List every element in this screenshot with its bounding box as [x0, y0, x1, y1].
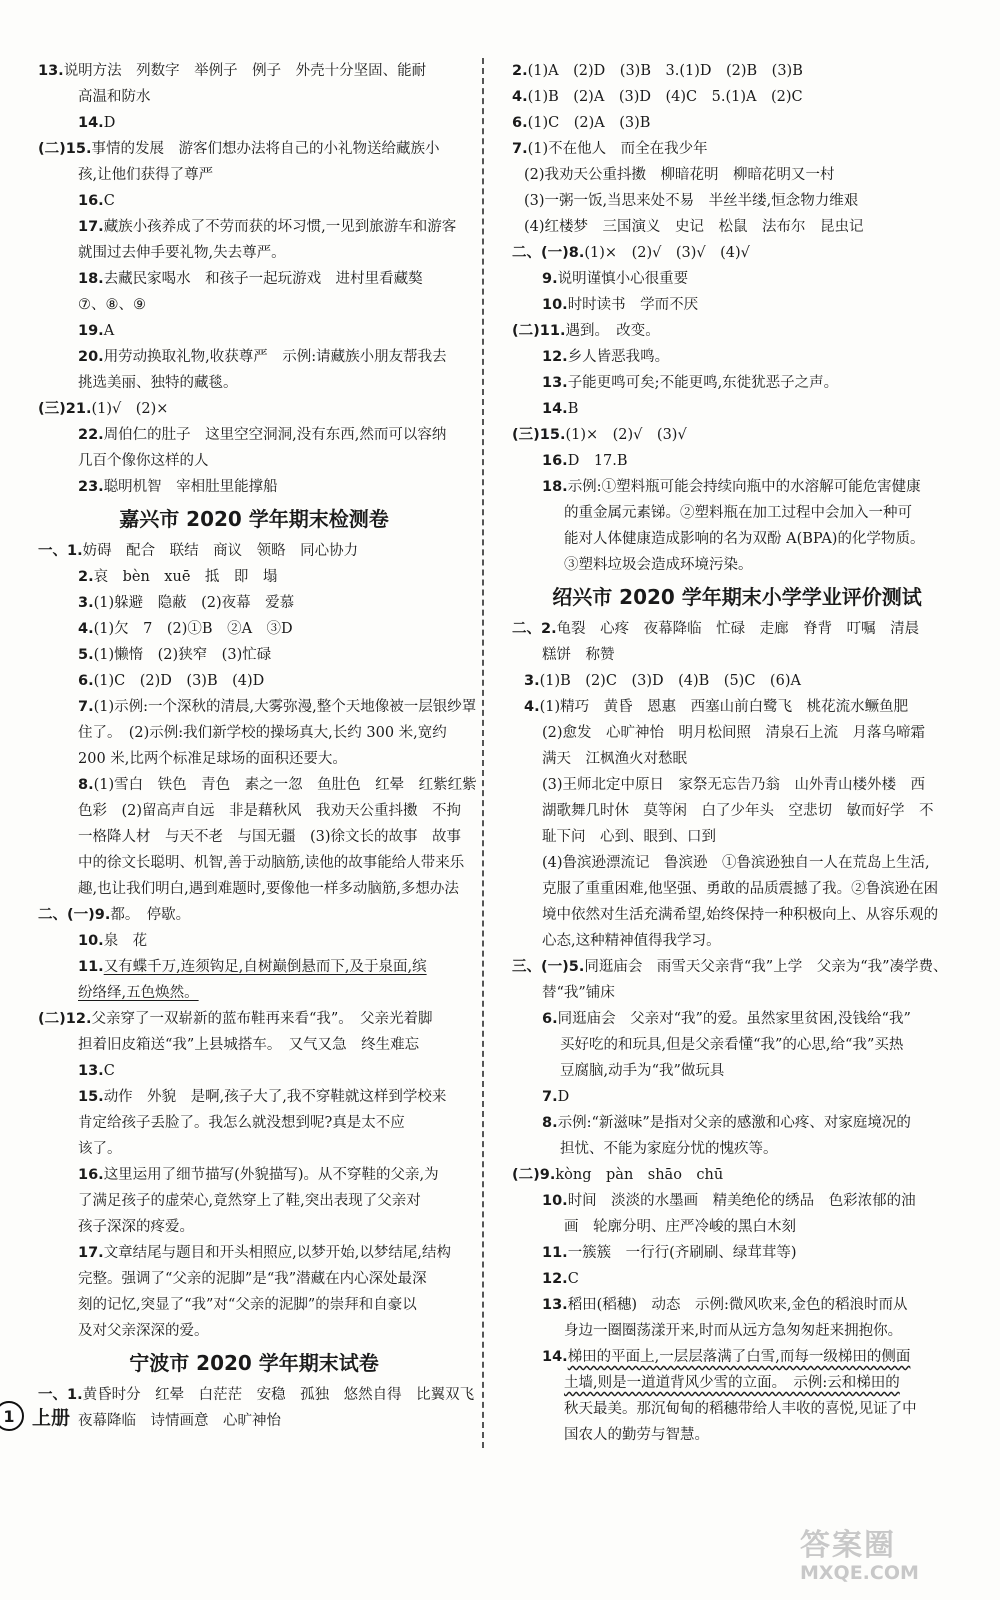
question-number: 11.	[78, 959, 104, 975]
answer-line	[512, 668, 962, 694]
answer-text: (1)B (2)C (3)D (4)B (5)C (6)A	[539, 673, 801, 689]
answer-text: 买好吃的和玩具,但是父亲看懂“我”的心思,给“我”买热	[560, 1037, 904, 1053]
answer-line	[512, 1006, 962, 1032]
question-number: 10.	[542, 1193, 568, 1209]
answer-text: 动作 外貌 是啊,孩子大了,我不穿鞋就这样到学校来	[103, 1089, 447, 1105]
answer-text: 境中依然对生活充满希望,始终保持一种积极向上、从容乐观的	[542, 907, 939, 923]
answer-line	[38, 422, 470, 448]
question-number: 6.	[542, 1011, 558, 1027]
answer-text: 担忧、不能为家庭分忧的愧疚等。	[560, 1141, 778, 1157]
answer-line	[38, 1032, 470, 1058]
question-number: 16.	[78, 193, 104, 209]
answer-line	[512, 370, 962, 396]
section-prefix: (二)	[512, 323, 540, 339]
answer-text: 夜幕降临 诗情画意 心旷神怡	[78, 1413, 281, 1429]
answer-line	[512, 1162, 962, 1188]
section-prefix: 三、(一)	[512, 959, 569, 975]
question-number: 12.	[65, 1011, 92, 1027]
answer-line	[38, 1110, 470, 1136]
answer-text: 一簇簇 一行行(齐刷刷、绿茸茸等)	[567, 1245, 797, 1261]
answer-text: (1)不在他人 而全在我少年	[527, 141, 708, 157]
answer-text: 去藏民家喝水 和孩子一起玩游戏 进村里看藏獒	[103, 271, 423, 287]
answer-text: 挑选美丽、独特的藏毯。	[78, 375, 238, 391]
answer-text: A	[103, 323, 115, 339]
answer-text: C	[567, 1271, 579, 1287]
answer-line	[38, 162, 470, 188]
section-prefix: (二)	[512, 1167, 540, 1183]
answer-line	[512, 240, 962, 266]
answer-text: C	[103, 1063, 115, 1079]
answer-line	[512, 396, 962, 422]
question-number: 3.	[524, 673, 540, 689]
question-number: 23.	[78, 479, 104, 495]
answer-line	[512, 1396, 962, 1422]
answer-line	[512, 694, 962, 720]
answer-line	[512, 954, 962, 980]
answer-line	[512, 318, 962, 344]
column-divider	[482, 58, 484, 1448]
answer-line	[512, 824, 962, 850]
question-number: 9.	[539, 1167, 556, 1183]
answer-text: 又有蝶千万,连须钩足,自树巅倒悬而下,及于泉面,缤	[103, 959, 427, 975]
answer-line	[512, 1110, 962, 1136]
answer-line	[38, 474, 470, 500]
answer-text: 哀 bèn xuē 抵 即 塌	[93, 569, 278, 585]
answer-text: (1)躲避 隐蔽 (2)夜幕 爱慕	[93, 595, 295, 611]
answer-line	[38, 1382, 475, 1408]
answer-text: 湖歌舞几时休 莫等闲 白了少年头 空悲切 敏而好学 不	[542, 803, 934, 819]
answer-line	[38, 110, 470, 136]
question-number: 5.	[78, 647, 94, 663]
answer-line	[512, 162, 962, 188]
answer-line	[512, 1084, 962, 1110]
answer-text: (1)示例:一个深秋的清晨,大雾弥漫,整个天地像被一层银纱罩	[93, 699, 477, 715]
answer-line	[38, 746, 470, 772]
question-number: 5.	[568, 959, 585, 975]
answer-line	[38, 1162, 470, 1188]
question-number: 13.	[542, 375, 568, 391]
question-number: 12.	[542, 349, 568, 365]
answer-line	[38, 448, 470, 474]
answer-line	[38, 1084, 470, 1110]
answer-text: 及对父亲深深的爱。	[78, 1323, 209, 1339]
answer-text: kòng pàn shāo chū	[555, 1167, 724, 1183]
answer-line	[38, 318, 470, 344]
answer-line	[512, 526, 962, 552]
section-prefix: 一、	[38, 543, 67, 559]
answer-text: 示例:“新滋味”是指对父亲的感激和心疼、对家庭境况的	[557, 1115, 911, 1131]
section-prefix: 一、	[38, 1387, 67, 1403]
question-number: 2.	[512, 63, 528, 79]
answer-line	[38, 1214, 470, 1240]
watermark-url: MXQE.COM	[800, 1562, 919, 1584]
answer-line	[38, 214, 470, 240]
answer-line	[38, 344, 470, 370]
section-prefix: 二、(一)	[512, 245, 569, 261]
volume-label: 上册	[32, 1406, 71, 1429]
answer-line	[38, 240, 470, 266]
answer-line	[512, 642, 962, 668]
answer-line	[512, 422, 962, 448]
answer-text: 说明方法 列数字 举例子 例子 外壳十分坚固、能耐	[63, 63, 427, 79]
answer-text: 梯田的平面上,一层层落满了白雪,而每一级梯田的侧面	[567, 1349, 911, 1365]
question-number: 8.	[542, 1115, 558, 1131]
answer-text: (2)我劝天公重抖擞 柳暗花明 柳暗花明又一村	[524, 167, 835, 183]
question-number: 20.	[78, 349, 104, 365]
answer-text: (1)C (2)A (3)B	[527, 115, 651, 131]
question-number: 13.	[38, 63, 64, 79]
question-number: 4.	[524, 699, 540, 715]
answer-line	[512, 1344, 962, 1370]
answer-line	[38, 980, 470, 1006]
answer-text: 同逛庙会 雨雪天父亲背“我”上学 父亲为“我”凑学费、	[584, 959, 948, 975]
answer-line	[38, 292, 470, 318]
page-number: 1	[0, 1401, 24, 1431]
answer-text: (4)红楼梦 三国演义 史记 松鼠 法布尔 昆虫记	[524, 219, 864, 235]
answer-line	[38, 616, 470, 642]
answer-text: (1)精巧 黄昏 恩惠 西塞山前白鹭飞 桃花流水鳜鱼肥	[539, 699, 909, 715]
question-number: 11.	[542, 1245, 568, 1261]
question-number: 15.	[539, 427, 566, 443]
question-number: 1.	[67, 1387, 83, 1403]
answer-line	[38, 1006, 470, 1032]
answer-text: 黄昏时分 红晕 白茫茫 安稳 孤独 悠然自得 比翼双飞	[82, 1387, 475, 1403]
answer-text: 就围过去伸手要礼物,失去尊严。	[78, 245, 286, 261]
question-number: 13.	[542, 1297, 568, 1313]
answer-text: 时时读书 学而不厌	[567, 297, 699, 313]
answer-text: 都。 停歇。	[110, 907, 191, 923]
question-number: 18.	[78, 271, 104, 287]
answer-line	[512, 1214, 962, 1240]
answer-text: 纷络绎,五色焕然。	[78, 985, 199, 1001]
answer-text: C	[103, 193, 115, 209]
answer-line	[38, 694, 477, 720]
answer-text: 同逛庙会 父亲对“我”的爱。虽然家里贫困,没钱给“我”	[557, 1011, 911, 1027]
answer-line	[512, 798, 962, 824]
section-prefix: 二、	[512, 621, 541, 637]
question-number: 14.	[542, 401, 568, 417]
answer-text: 画 轮廓分明、庄严冷峻的黑白木刻	[564, 1219, 796, 1235]
answer-line	[512, 850, 962, 876]
question-number: 21.	[65, 401, 92, 417]
answer-line	[38, 902, 470, 928]
answer-text: 耻下问 心到、眼到、口到	[542, 829, 716, 845]
answer-text: 肯定给孩子丢脸了。我怎么就没想到呢?真是太不应	[78, 1115, 405, 1131]
answer-line	[512, 214, 962, 240]
answer-line	[38, 370, 470, 396]
answer-line	[512, 902, 962, 928]
answer-line	[38, 1292, 470, 1318]
answer-text: (1)雪白 铁色 青色 素之一忽 鱼肚色 红晕 红紫红紫	[93, 777, 477, 793]
answer-line	[512, 616, 962, 642]
question-number: 11.	[539, 323, 566, 339]
answer-text: 时间 淡淡的水墨画 精美绝伦的绣品 色彩浓郁的油	[567, 1193, 916, 1209]
question-number: 15.	[78, 1089, 104, 1105]
answer-text: 泉 花	[103, 933, 148, 949]
answer-line	[512, 292, 962, 318]
question-number: 18.	[542, 479, 568, 495]
answer-line	[38, 396, 470, 422]
answer-text: 国农人的勤劳与智慧。	[564, 1427, 709, 1443]
answer-text: 身边一圈圈荡漾开来,时而从远方急匆匆赶来拥抱你。	[564, 1323, 903, 1339]
answer-line	[38, 1058, 470, 1084]
answer-line	[38, 720, 470, 746]
answer-text: 完整。强调了“父亲的泥脚”是“我”潜藏在内心深处最深	[78, 1271, 427, 1287]
answer-line	[38, 1266, 470, 1292]
answer-line	[512, 1318, 962, 1344]
question-number: 16.	[542, 453, 568, 469]
section-prefix: (三)	[512, 427, 540, 443]
answer-text: 高温和防水	[78, 89, 151, 105]
answer-line	[38, 1188, 470, 1214]
section-title: 嘉兴市 2020 学年期末检测卷	[119, 507, 389, 531]
answer-line	[512, 188, 962, 214]
answer-text: 心态,这种精神值得我学习。	[542, 933, 721, 949]
answer-line	[512, 772, 962, 798]
answer-line	[512, 266, 962, 292]
answer-line	[512, 500, 962, 526]
question-number: 4.	[78, 621, 94, 637]
answer-text: 能对人体健康造成影响的名为双酚 A(BPA)的化学物质。	[564, 531, 925, 547]
answer-text: 子能更鸣可矣;不能更鸣,东徙犹恶子之声。	[567, 375, 839, 391]
question-number: 8.	[78, 777, 94, 793]
answer-line	[38, 58, 470, 84]
answer-line	[512, 980, 962, 1006]
answer-text: 了满足孩子的虚荣心,竟然穿上了鞋,突出表现了父亲对	[78, 1193, 421, 1209]
answer-line	[38, 538, 470, 564]
answer-text: 替“我”铺床	[542, 985, 615, 1001]
answer-text: 糕饼 称赞	[542, 647, 615, 663]
answer-text: D	[103, 115, 116, 131]
answer-text: 200 米,比两个标准足球场的面积还要大。	[78, 751, 347, 767]
answer-line	[38, 1136, 470, 1162]
answer-line	[38, 1240, 470, 1266]
answer-line	[38, 850, 470, 876]
page-footer	[0, 1398, 70, 1434]
answer-text: (2)愈发 心旷神怡 明月松间照 清泉石上流 月落乌啼霜	[542, 725, 926, 741]
question-number: 12.	[542, 1271, 568, 1287]
question-number: 14.	[542, 1349, 568, 1365]
answer-text: 满天 江枫渔火对愁眠	[542, 751, 687, 767]
answer-line	[512, 1240, 962, 1266]
answer-text: 担着旧皮箱送“我”上县城搭车。 又气又急 终生难忘	[78, 1037, 420, 1053]
answer-line	[38, 136, 470, 162]
answer-text: (1)C (2)D (3)B (4)D	[93, 673, 265, 689]
question-number: 6.	[78, 673, 94, 689]
answer-text: 示例:①塑料瓶可能会持续向瓶中的水溶解可能危害健康	[567, 479, 921, 495]
answer-text: (1)√ (2)×	[91, 401, 169, 417]
answer-line	[38, 590, 470, 616]
answer-text: 的重金属元素锑。②塑料瓶在加工过程中会加入一种可	[564, 505, 912, 521]
answer-line	[512, 1292, 962, 1318]
question-number: 14.	[78, 115, 104, 131]
answer-line	[512, 1136, 962, 1162]
answer-line	[38, 798, 470, 824]
answer-line	[512, 720, 962, 746]
answer-text: (1)× (2)√ (3)√ (4)√	[584, 245, 750, 261]
answer-text: 几百个像你这样的人	[78, 453, 209, 469]
question-number: 22.	[78, 427, 104, 443]
right-column	[512, 58, 962, 1448]
answer-text: 藏族小孩养成了不劳而获的坏习惯,一见到旅游车和游客	[103, 219, 457, 235]
answer-text: 周伯仁的肚子 这里空空洞洞,没有东西,然而可以容纳	[103, 427, 447, 443]
answer-text: 住了。 (2)示例:我们新学校的操场真大,长约 300 米,宽约	[78, 725, 447, 741]
question-number: 17.	[78, 1245, 104, 1261]
watermark-logo	[800, 1520, 980, 1590]
question-number: 13.	[78, 1063, 104, 1079]
question-number: 17.	[78, 219, 104, 235]
answer-line	[512, 746, 962, 772]
answer-line	[512, 928, 962, 954]
question-number: 1.	[67, 543, 83, 559]
answer-line	[512, 876, 962, 902]
watermark-logo-text: 答案圈	[800, 1528, 896, 1563]
answer-text: (1)B (2)A (3)D (4)C 5.(1)A (2)C	[527, 89, 803, 105]
answer-text: (4)鲁滨逊漂流记 鲁滨逊 ①鲁滨逊独自一人在荒岛上生活,	[542, 855, 930, 871]
answer-text: D 17.B	[567, 453, 628, 469]
answer-line	[512, 1370, 962, 1396]
answer-line	[512, 1188, 962, 1214]
answer-text: (3)王师北定中原日 家祭无忘告乃翁 山外青山楼外楼 西	[542, 777, 926, 793]
answer-line	[38, 188, 470, 214]
answer-line	[38, 824, 470, 850]
question-number: 6.	[512, 115, 528, 131]
answer-text: ③塑料垃圾会造成环境污染。	[564, 557, 753, 573]
answer-text: 事情的发展 游客们想办法将自己的小礼物送给藏族小	[91, 141, 440, 157]
answer-line	[38, 928, 470, 954]
answer-line	[512, 1266, 962, 1292]
answer-line	[38, 954, 470, 980]
answer-text: (1)欠 7 (2)①B ②A ③D	[93, 621, 293, 637]
answer-text: 色彩 (2)留高声自远 非是藉秋风 我劝天公重抖擞 不拘	[78, 803, 462, 819]
answer-text: 该了。	[78, 1141, 122, 1157]
answer-text: 说明谨慎小心很重要	[557, 271, 689, 287]
answer-text: (1)懒惰 (2)狭窄 (3)忙碌	[93, 647, 272, 663]
question-number: 19.	[78, 323, 104, 339]
answer-line	[512, 84, 962, 110]
question-number: 9.	[542, 271, 558, 287]
question-number: 7.	[542, 1089, 558, 1105]
answer-line	[38, 1318, 470, 1344]
answer-text: 克服了重重困难,他坚强、勇敢的品质震撼了我。②鲁滨逊在困	[542, 881, 939, 897]
section-prefix: 二、(一)	[38, 907, 95, 923]
question-number: 7.	[78, 699, 94, 715]
answer-text: (3)一粥一饭,当思来处不易 半丝半缕,恒念物力维艰	[524, 193, 859, 209]
question-number: 9.	[94, 907, 111, 923]
answer-text: 龟裂 心疼 夜幕降临 忙碌 走廊 脊背 叮嘱 清晨	[556, 621, 920, 637]
answer-text: 一格降人材 与天不老 与国无疆 (3)徐文长的故事 故事	[78, 829, 462, 845]
answer-line	[512, 110, 962, 136]
left-column	[38, 58, 477, 1434]
answer-line	[512, 474, 962, 500]
question-number: 16.	[78, 1167, 104, 1183]
answer-text: 刻的记忆,突显了“我”对“父亲的泥脚”的崇拜和自豪以	[78, 1297, 417, 1313]
answer-text: 妨碍 配合 联结 商议 领略 同心协力	[82, 543, 359, 559]
answer-line	[38, 876, 470, 902]
answer-text: 乡人皆恶我鸣。	[567, 349, 670, 365]
answer-text: ⑦、⑧、⑨	[78, 297, 146, 313]
answer-text: 用劳动换取礼物,收获尊严 示例:请藏族小朋友帮我去	[103, 349, 447, 365]
question-number: 10.	[542, 297, 568, 313]
answer-line	[38, 564, 470, 590]
answer-text: (1)× (2)√ (3)√	[565, 427, 687, 443]
question-number: 8.	[568, 245, 585, 261]
answer-text: 稻田(稻穗) 动态 示例:微风吹来,金色的稻浪时而从	[567, 1297, 908, 1313]
answer-text: 父亲穿了一双崭新的蓝布鞋再来看“我”。 父亲光着脚	[91, 1011, 433, 1027]
section-prefix: (三)	[38, 401, 66, 417]
answer-line	[512, 1058, 962, 1084]
answer-text: 趣,也让我们明白,遇到难题时,要像他一样多动脑筋,多想办法	[78, 881, 459, 897]
answer-line	[512, 1032, 962, 1058]
answer-line	[38, 642, 470, 668]
question-number: 2.	[78, 569, 94, 585]
question-number: 10.	[78, 933, 104, 949]
answer-text: B	[567, 401, 579, 417]
answer-text: 文章结尾与题目和开头相照应,以梦开始,以梦结尾,结构	[103, 1245, 452, 1261]
answer-text: 土墙,则是一道道背风少雪的立面。 示例:云和梯田的	[564, 1375, 900, 1391]
section-title: 绍兴市 2020 学年期末小学学业评价测试	[552, 585, 922, 609]
answer-text: 孩子深深的疼爱。	[78, 1219, 194, 1235]
section-title: 宁波市 2020 学年期末试卷	[129, 1351, 379, 1375]
question-number: 4.	[512, 89, 528, 105]
question-number: 3.	[78, 595, 94, 611]
answer-text: 孩,让他们获得了尊严	[78, 167, 214, 183]
answer-line	[512, 58, 962, 84]
answer-text: (1)A (2)D (3)B 3.(1)D (2)B (3)B	[527, 63, 803, 79]
answer-text: 这里运用了细节描写(外貌描写)。从不穿鞋的父亲,为	[103, 1167, 439, 1183]
answer-text: D	[557, 1089, 570, 1105]
section-prefix: (二)	[38, 1011, 66, 1027]
question-number: 15.	[65, 141, 92, 157]
answer-line	[38, 668, 470, 694]
answer-line	[38, 84, 470, 110]
answer-line	[512, 552, 962, 578]
answer-text: 遇到。 改变。	[565, 323, 660, 339]
section-prefix: (二)	[38, 141, 66, 157]
answer-line	[512, 1422, 962, 1448]
question-number: 2.	[541, 621, 557, 637]
question-number: 7.	[512, 141, 528, 157]
answer-text: 秋天最美。那沉甸甸的稻穗带给人丰收的喜悦,见证了中	[564, 1401, 917, 1417]
answer-line	[512, 344, 962, 370]
answer-text: 中的徐文长聪明、机智,善于动脑筋,读他的故事能给人带来乐	[78, 855, 465, 871]
answer-line	[512, 136, 962, 162]
answer-text: 豆腐脑,动手为“我”做玩具	[560, 1063, 725, 1079]
answer-line	[38, 772, 477, 798]
answer-line	[38, 1408, 470, 1434]
answer-line	[512, 448, 962, 474]
answer-line	[38, 266, 470, 292]
answer-text: 聪明机智 宰相肚里能撑船	[103, 479, 278, 495]
